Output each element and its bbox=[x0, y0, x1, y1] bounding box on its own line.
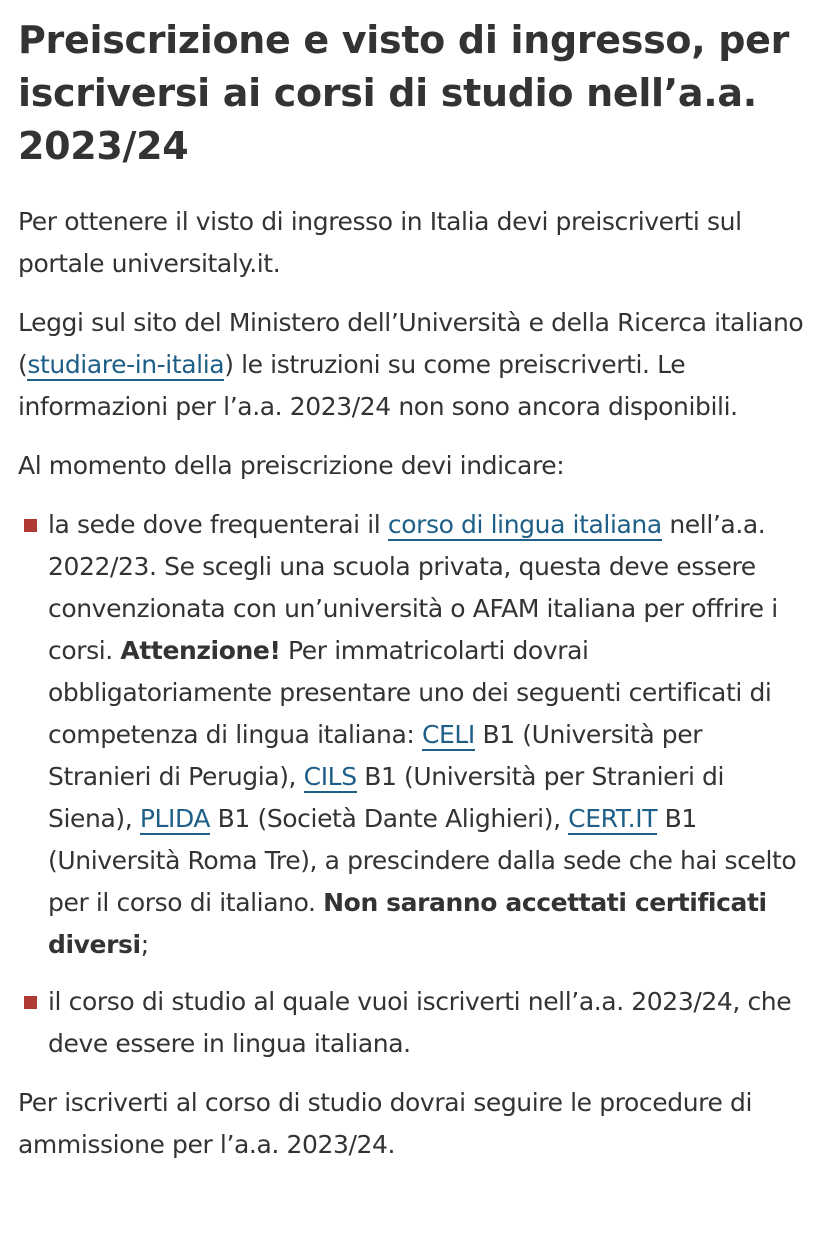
warning-text: Non saranno accettati certificati diversi bbox=[48, 888, 767, 959]
corso-lingua-italiana-link[interactable]: corso di lingua italiana bbox=[387, 510, 662, 539]
list-item bbox=[18, 981, 808, 1065]
plida-link[interactable]: PLIDA bbox=[139, 804, 211, 833]
text: ) le istruzioni su come preiscriverti. Le informazioni per l’a.a. 2023/24 non sono ancora disponibili. bbox=[18, 350, 738, 421]
cert-it-link[interactable]: CERT.IT bbox=[568, 804, 658, 833]
text: ; bbox=[140, 930, 149, 959]
text: B1 (Università per Stranieri di Perugia), bbox=[48, 720, 703, 791]
square-bullet-icon bbox=[24, 519, 37, 532]
intro-paragraph: Per ottenere il visto di ingresso in Italia devi preiscriverti sul portale universitaly.it. bbox=[18, 207, 742, 278]
text: la sede dove frequenterai il bbox=[48, 510, 388, 539]
celi-link[interactable]: CELI bbox=[421, 720, 475, 749]
studiare-in-italia-link[interactable]: studiare-in-italia bbox=[27, 350, 225, 379]
requirements-list bbox=[18, 504, 808, 1065]
attention-label: Attenzione! bbox=[120, 636, 281, 665]
list-intro: Al momento della preiscrizione devi indicare: bbox=[18, 451, 565, 480]
square-bullet-icon bbox=[24, 996, 37, 1009]
text: Per immatricolarti dovrai obbligatoriamente presentare uno dei seguenti certificati di competenza di lingua italiana: bbox=[48, 636, 772, 749]
text: nell’a.a. 2022/23. Se scegli una scuola privata, questa deve essere convenzionata con un’università o AFAM italiana per offrire i corsi. bbox=[48, 510, 778, 665]
cils-link[interactable]: CILS bbox=[303, 762, 357, 791]
page-title: Preiscrizione e visto di ingresso, per iscriversi ai corsi di studio nell’a.a. 2023/24 bbox=[18, 18, 790, 168]
text: B1 (Università per Stranieri di Siena), bbox=[48, 762, 725, 833]
list-item bbox=[18, 504, 808, 966]
text: B1 (Università Roma Tre), a prescindere dalla sede che hai scelto per il corso di italiano. bbox=[48, 804, 797, 917]
ministry-paragraph bbox=[18, 302, 808, 428]
text: B1 (Società Dante Alighieri), bbox=[210, 804, 569, 833]
text: il corso di studio al quale vuoi iscriverti nell’a.a. 2023/24, che deve essere in lingua italiana. bbox=[48, 987, 792, 1058]
admission-paragraph: Per iscriverti al corso di studio dovrai seguire le procedure di ammissione per l’a.a. 2023/24. bbox=[18, 1088, 753, 1159]
text: Leggi sul sito del Ministero dell’Università e della Ricerca italiano ( bbox=[18, 308, 804, 379]
